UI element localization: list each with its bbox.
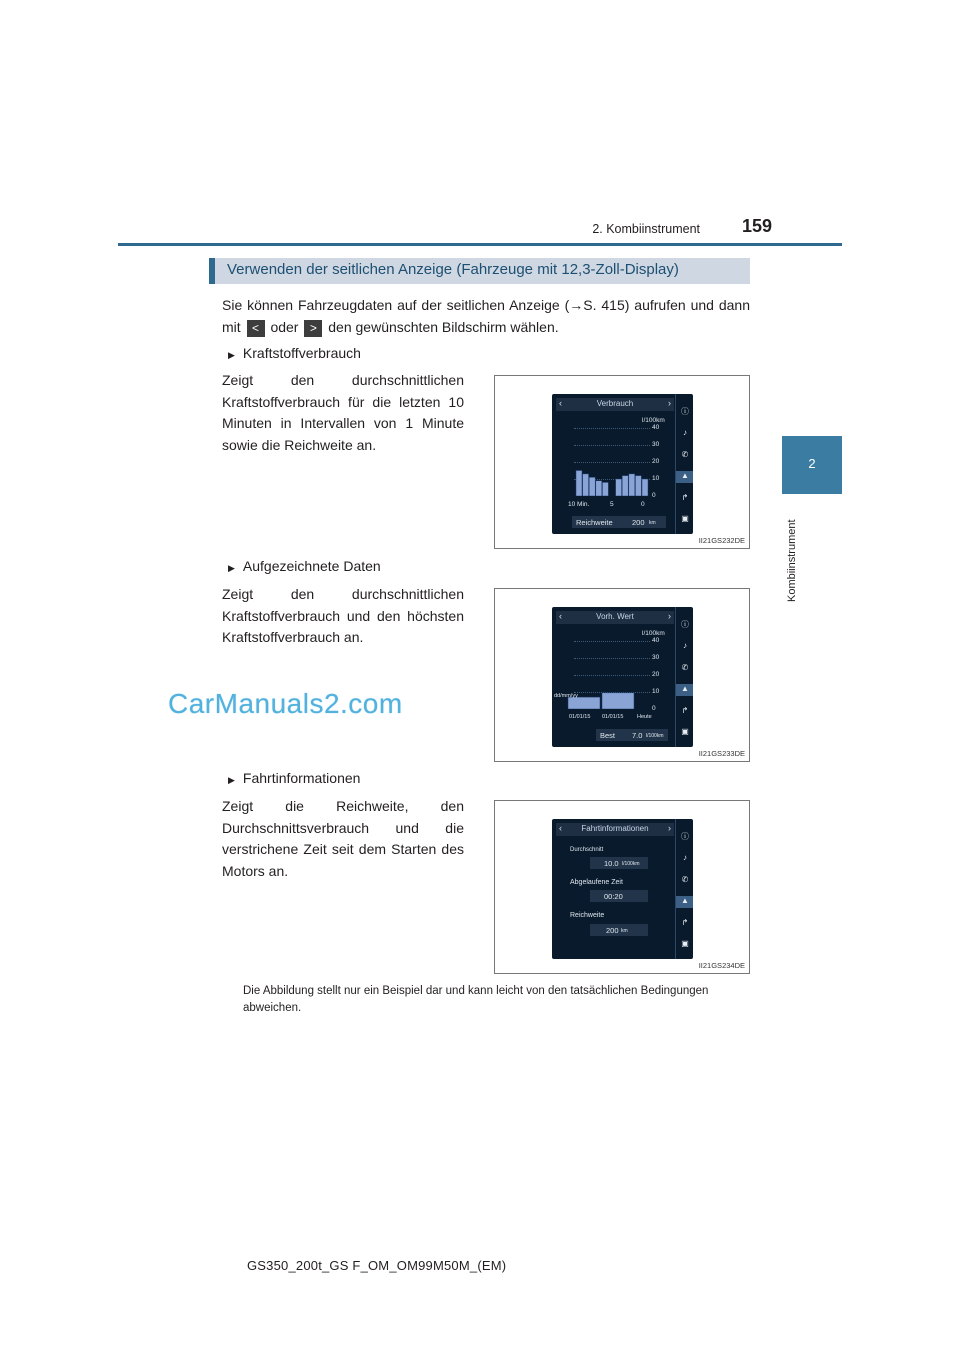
item-description-recorded-data: Zeigt den durchschnittlichen Kraftstoffverbrauch und den höchsten Kraftstoffverbrauch an.: [222, 586, 464, 645]
running-header-section: 2. Kombiinstrument: [592, 222, 700, 236]
trip-row-label: Abgelaufene Zeit: [570, 879, 623, 886]
y-tick-label: 30: [652, 654, 660, 661]
info-icon: ⓘ: [681, 620, 689, 629]
chart-bar: [642, 479, 648, 496]
y-tick-label: 0: [652, 705, 656, 712]
music-note-icon: ♪: [683, 428, 687, 437]
info-icon: ⓘ: [681, 832, 689, 841]
best-label: Best: [600, 731, 616, 740]
phone-icon: ✆: [681, 450, 689, 459]
section-title-bar: [209, 258, 750, 284]
chevron-left-icon: ‹: [559, 611, 562, 621]
range-value: 200: [632, 518, 645, 527]
y-tick-label: 0: [652, 492, 656, 499]
y-tick-label: 20: [652, 671, 660, 678]
navigation-icon: ↱: [681, 918, 689, 927]
chevron-left-icon: <: [247, 320, 265, 337]
trip-row-label: Reichweite: [570, 912, 605, 919]
phone-icon: ✆: [681, 663, 689, 672]
range-unit: km: [649, 520, 656, 526]
drive-info-icon: ▲: [676, 684, 693, 696]
chevron-right-icon: ›: [668, 823, 671, 833]
navigation-icon: ↱: [681, 706, 689, 715]
trip-row-value: 200: [606, 926, 619, 935]
chevron-right-icon: ›: [668, 398, 671, 408]
chevron-right-icon: >: [304, 320, 322, 337]
display-screen: [552, 607, 693, 747]
screen-icon: ▣: [681, 939, 689, 948]
best-value: 7.0: [632, 731, 643, 740]
chevron-left-icon: ‹: [559, 398, 562, 408]
unit-label: l/100km: [642, 417, 665, 424]
chevron-left-icon: ‹: [559, 823, 562, 833]
chart-bar: [602, 693, 634, 709]
chart-bar: [589, 477, 595, 496]
triangle-bullet-icon: ▶: [228, 350, 235, 360]
range-readout: [572, 516, 666, 528]
document-code: GS350_200t_GS F_OM_OM99M50M_(EM): [247, 1258, 507, 1273]
display-screen: [552, 394, 693, 534]
bar-chart-svg: [566, 641, 650, 709]
x-tick-label: 5: [610, 501, 614, 508]
navigation-icon: ↱: [681, 493, 689, 502]
x-tick-label: 01/01/15: [602, 714, 624, 720]
trip-row-value-box: [590, 857, 648, 869]
chart-bar: [602, 482, 608, 496]
figure-caption: Die Abbildung stellt nur ein Beispiel dar und kann leicht von den tatsächlichen Bedingungen abweichen.: [243, 985, 709, 1014]
chart-bar: [616, 479, 622, 496]
chart-bar: [622, 476, 628, 496]
screen-title-bar: [556, 823, 674, 836]
figure-recorded-data: [494, 588, 750, 762]
chart-bar: [596, 481, 602, 496]
y-tick-label: 30: [652, 441, 660, 448]
screen-title: Vorh. Wert: [596, 612, 634, 621]
side-icon-column: [675, 394, 693, 534]
y-tick-label: 40: [652, 637, 660, 644]
music-note-icon: ♪: [683, 853, 687, 862]
item-heading-fuel-consumption: ▶ Kraftstoffverbrauch: [228, 345, 361, 361]
x-tick-label: Heute: [637, 714, 652, 720]
side-icon-column: [675, 819, 693, 959]
figure-code: II21GS233DE: [698, 749, 745, 758]
date-format-label: dd/mm/yy: [554, 693, 578, 699]
triangle-bullet-icon: ▶: [228, 563, 235, 573]
figure-code: II21GS232DE: [698, 536, 745, 545]
x-tick-label: 10 Min.: [568, 501, 590, 508]
best-unit: l/100km: [646, 733, 664, 739]
chevron-right-icon: ›: [668, 611, 671, 621]
screen-icon: ▣: [681, 514, 689, 523]
item-description-fuel-consumption: Zeigt den durchschnittlichen Kraftstoffverbrauch für die letzten 10 Minuten in Intervallen von 1 Minute sowie die Reichweite an.: [222, 372, 464, 453]
chapter-tab-label: Kombiinstrument: [786, 519, 798, 602]
section-title: Verwenden der seitlichen Anzeige (Fahrzeuge mit 12,3-Zoll-Display): [227, 261, 679, 278]
item-heading-trip-information: ▶ Fahrtinformationen: [228, 770, 361, 786]
intro-paragraph: Sie können Fahrzeugdaten auf der seitlichen Anzeige (→S. 415) aufrufen und dann mit < oder > den gewünschten Bildschirm wählen.: [222, 297, 750, 335]
trip-row-value-box: [590, 890, 648, 902]
screen-title-bar: [556, 398, 674, 411]
drive-info-icon: ▲: [676, 471, 693, 483]
screen-title: Verbrauch: [596, 399, 634, 408]
y-tick-label: 10: [652, 688, 660, 695]
page-number: 159: [742, 216, 773, 236]
bar-chart-svg: [574, 428, 650, 496]
x-tick-label: 0: [641, 501, 645, 508]
watermark-link[interactable]: CarManuals2.com: [168, 688, 403, 719]
trip-row-label: Durchschnitt: [570, 847, 604, 853]
screen-title-bar: [556, 611, 674, 624]
info-icon: ⓘ: [681, 407, 689, 416]
y-tick-label: 10: [652, 475, 660, 482]
header-rule: [118, 243, 842, 246]
y-tick-label: 40: [652, 424, 660, 431]
chart-bar: [576, 471, 582, 497]
chart-bar: [635, 476, 641, 496]
x-tick-label: 01/01/15: [569, 714, 591, 720]
chart-bar: [629, 474, 635, 496]
item-heading-recorded-data: ▶ Aufgezeichnete Daten: [228, 558, 381, 574]
unit-label: l/100km: [642, 630, 665, 637]
phone-icon: ✆: [681, 875, 689, 884]
figure-trip-information: [494, 800, 750, 974]
trip-row-value: 10.0: [604, 859, 619, 868]
chapter-tab-number: 2: [808, 456, 816, 471]
chart-bar: [583, 474, 589, 496]
figure-code: II21GS234DE: [698, 961, 745, 970]
screen-title: Fahrtinformationen: [581, 824, 649, 833]
y-tick-label: 20: [652, 458, 660, 465]
drive-info-icon: ▲: [676, 896, 693, 908]
figure-fuel-consumption: [494, 375, 750, 549]
triangle-bullet-icon: ▶: [228, 775, 235, 785]
range-label: Reichweite: [576, 518, 613, 527]
trip-row-value: 00:20: [604, 892, 623, 901]
item-description-trip-information: Zeigt die Reichweite, den Durchschnittsverbrauch und die verstrichene Zeit seit dem Starten des Motors an.: [222, 798, 464, 879]
trip-row-value-box: [590, 924, 648, 936]
trip-row-unit: l/100km: [622, 861, 640, 867]
music-note-icon: ♪: [683, 641, 687, 650]
screen-icon: ▣: [681, 727, 689, 736]
display-screen: [552, 819, 693, 959]
best-readout: [596, 729, 668, 741]
side-icon-column: [675, 607, 693, 747]
trip-row-unit: km: [621, 928, 628, 934]
